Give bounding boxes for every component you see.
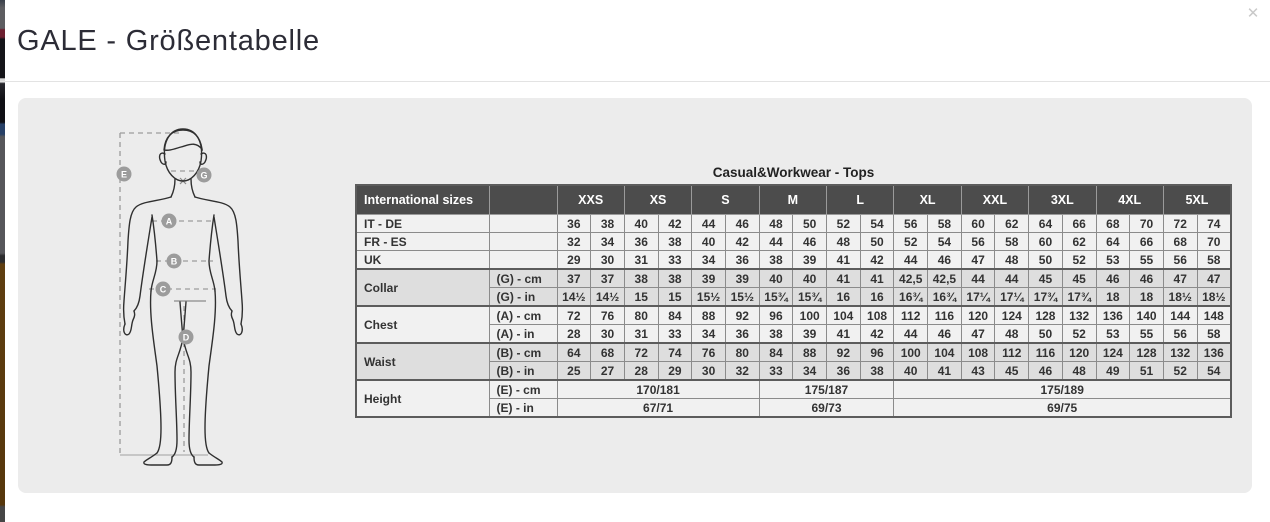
measure-badge-hip <box>156 282 171 297</box>
value-cell: 41 <box>827 251 861 270</box>
value-cell: 74 <box>658 343 692 362</box>
value-cell: 48 <box>995 325 1029 344</box>
value-cell: 34 <box>591 233 625 251</box>
header-blank-cell <box>489 185 557 215</box>
value-cell: 40 <box>759 269 793 288</box>
value-cell: 52 <box>1163 362 1197 381</box>
value-cell: 128 <box>1029 306 1063 325</box>
measure-badge-chest <box>162 214 177 229</box>
value-cell: 68 <box>591 343 625 362</box>
value-cell: 46 <box>928 325 962 344</box>
value-cell: 45 <box>1062 269 1096 288</box>
size-chart-section <box>355 165 1232 418</box>
value-cell: 18 <box>1096 288 1130 307</box>
value-cell: 17¾ <box>1062 288 1096 307</box>
value-cell: 18½ <box>1163 288 1197 307</box>
value-cell: 51 <box>1130 362 1164 381</box>
value-cell: 116 <box>1029 343 1063 362</box>
value-cell: 39 <box>793 325 827 344</box>
value-cell: 42 <box>860 325 894 344</box>
value-cell: 52 <box>1062 325 1096 344</box>
value-cell: 50 <box>1029 325 1063 344</box>
table-row <box>356 269 1231 288</box>
value-cell: 96 <box>860 343 894 362</box>
value-cell: 37 <box>591 269 625 288</box>
row-label: Waist <box>356 343 489 380</box>
value-cell: 30 <box>591 325 625 344</box>
value-cell: 64 <box>557 343 591 362</box>
value-cell: 136 <box>1197 343 1231 362</box>
row-sublabel: (E) - in <box>489 399 557 418</box>
svg-text:E: E <box>120 169 128 180</box>
row-label: IT - DE <box>356 215 489 233</box>
row-label: Collar <box>356 269 489 306</box>
value-cell: 14½ <box>591 288 625 307</box>
background-page-edge <box>0 0 5 522</box>
value-cell: 68 <box>1096 215 1130 233</box>
row-sublabel: (E) - cm <box>489 380 557 399</box>
value-cell: 56 <box>961 233 995 251</box>
value-cell: 16¾ <box>928 288 962 307</box>
value-cell: 31 <box>624 325 658 344</box>
value-cell: 36 <box>725 251 759 270</box>
value-cell: 62 <box>1062 233 1096 251</box>
header-size-s: S <box>692 185 759 215</box>
value-cell: 41 <box>827 325 861 344</box>
value-cell: 128 <box>1130 343 1164 362</box>
value-cell: 116 <box>928 306 962 325</box>
value-cell: 52 <box>894 233 928 251</box>
value-cell: 28 <box>557 325 591 344</box>
value-cell: 36 <box>624 233 658 251</box>
value-cell: 44 <box>894 325 928 344</box>
value-cell: 170/181 <box>557 380 759 399</box>
value-cell: 15 <box>658 288 692 307</box>
table-row <box>356 306 1231 325</box>
value-cell: 16¾ <box>894 288 928 307</box>
header-international-sizes: International sizes <box>356 185 489 215</box>
value-cell: 64 <box>1096 233 1130 251</box>
row-sublabel <box>489 233 557 251</box>
value-cell: 104 <box>928 343 962 362</box>
value-cell: 42 <box>860 251 894 270</box>
value-cell: 36 <box>557 215 591 233</box>
value-cell: 44 <box>692 215 726 233</box>
value-cell: 72 <box>1163 215 1197 233</box>
page-title: GALE - Größentabelle <box>17 25 320 57</box>
value-cell: 36 <box>725 325 759 344</box>
svg-text:C: C <box>159 284 167 295</box>
value-cell: 41 <box>827 269 861 288</box>
value-cell: 15 <box>624 288 658 307</box>
value-cell: 53 <box>1096 251 1130 270</box>
row-sublabel: (G) - in <box>489 288 557 307</box>
value-cell: 38 <box>591 215 625 233</box>
value-cell: 50 <box>1029 251 1063 270</box>
value-cell: 38 <box>860 362 894 381</box>
value-cell: 124 <box>1096 343 1130 362</box>
value-cell: 48 <box>1062 362 1096 381</box>
svg-text:D: D <box>182 332 190 343</box>
value-cell: 38 <box>759 251 793 270</box>
value-cell: 112 <box>894 306 928 325</box>
table-title: Casual&Workwear - Tops <box>712 165 875 180</box>
value-cell: 66 <box>1062 215 1096 233</box>
value-cell: 60 <box>1029 233 1063 251</box>
value-cell: 55 <box>1130 251 1164 270</box>
value-cell: 120 <box>1062 343 1096 362</box>
value-cell: 17¼ <box>961 288 995 307</box>
value-cell: 48 <box>827 233 861 251</box>
value-cell: 15½ <box>725 288 759 307</box>
value-cell: 45 <box>1029 269 1063 288</box>
value-cell: 70 <box>1197 233 1231 251</box>
value-cell: 47 <box>1163 269 1197 288</box>
value-cell: 92 <box>827 343 861 362</box>
value-cell: 49 <box>1096 362 1130 381</box>
value-cell: 33 <box>658 325 692 344</box>
value-cell: 76 <box>692 343 726 362</box>
header-size-m: M <box>759 185 826 215</box>
value-cell: 15¾ <box>759 288 793 307</box>
value-cell: 120 <box>961 306 995 325</box>
value-cell: 112 <box>995 343 1029 362</box>
value-cell: 42 <box>725 233 759 251</box>
value-cell: 148 <box>1197 306 1231 325</box>
header-size-5xl: 5XL <box>1163 185 1231 215</box>
header-size-xxs: XXS <box>557 185 624 215</box>
row-sublabel <box>489 215 557 233</box>
value-cell: 46 <box>725 215 759 233</box>
value-cell: 38 <box>759 325 793 344</box>
value-cell: 40 <box>692 233 726 251</box>
value-cell: 48 <box>995 251 1029 270</box>
value-cell: 45 <box>995 362 1029 381</box>
value-cell: 92 <box>725 306 759 325</box>
value-cell: 124 <box>995 306 1029 325</box>
value-cell: 44 <box>995 269 1029 288</box>
value-cell: 18½ <box>1197 288 1231 307</box>
table-header-row <box>356 185 1231 215</box>
male-figure-outline <box>124 129 243 465</box>
value-cell: 175/189 <box>894 380 1231 399</box>
value-cell: 29 <box>658 362 692 381</box>
header-size-xxl: XXL <box>961 185 1028 215</box>
value-cell: 40 <box>894 362 928 381</box>
value-cell: 42,5 <box>928 269 962 288</box>
value-cell: 96 <box>759 306 793 325</box>
measure-badge-collar <box>197 168 212 183</box>
value-cell: 74 <box>1197 215 1231 233</box>
row-sublabel: (B) - in <box>489 362 557 381</box>
value-cell: 16 <box>860 288 894 307</box>
value-cell: 70 <box>1130 215 1164 233</box>
value-cell: 66 <box>1130 233 1164 251</box>
header-size-4xl: 4XL <box>1096 185 1163 215</box>
row-sublabel: (G) - cm <box>489 269 557 288</box>
value-cell: 43 <box>961 362 995 381</box>
value-cell: 33 <box>658 251 692 270</box>
value-cell: 32 <box>725 362 759 381</box>
row-sublabel: (A) - in <box>489 325 557 344</box>
value-cell: 54 <box>1197 362 1231 381</box>
value-cell: 38 <box>658 233 692 251</box>
value-cell: 41 <box>860 269 894 288</box>
value-cell: 40 <box>793 269 827 288</box>
value-cell: 27 <box>591 362 625 381</box>
value-cell: 25 <box>557 362 591 381</box>
value-cell: 17¼ <box>995 288 1029 307</box>
value-cell: 68 <box>1163 233 1197 251</box>
value-cell: 69/75 <box>894 399 1231 418</box>
header-size-3xl: 3XL <box>1029 185 1096 215</box>
value-cell: 108 <box>860 306 894 325</box>
value-cell: 33 <box>759 362 793 381</box>
value-cell: 56 <box>1163 325 1197 344</box>
value-cell: 56 <box>894 215 928 233</box>
value-cell: 42,5 <box>894 269 928 288</box>
value-cell: 80 <box>624 306 658 325</box>
size-table <box>355 184 1232 418</box>
value-cell: 15¾ <box>793 288 827 307</box>
value-cell: 62 <box>995 215 1029 233</box>
value-cell: 42 <box>658 215 692 233</box>
value-cell: 39 <box>692 269 726 288</box>
value-cell: 58 <box>1197 325 1231 344</box>
row-sublabel <box>489 251 557 270</box>
value-cell: 46 <box>1029 362 1063 381</box>
value-cell: 39 <box>793 251 827 270</box>
value-cell: 56 <box>1163 251 1197 270</box>
table-row <box>356 251 1231 270</box>
value-cell: 38 <box>624 269 658 288</box>
value-cell: 140 <box>1130 306 1164 325</box>
value-cell: 69/73 <box>759 399 894 418</box>
table-row <box>356 233 1231 251</box>
value-cell: 72 <box>557 306 591 325</box>
value-cell: 108 <box>961 343 995 362</box>
table-row <box>356 215 1231 233</box>
value-cell: 132 <box>1163 343 1197 362</box>
value-cell: 40 <box>624 215 658 233</box>
value-cell: 46 <box>1096 269 1130 288</box>
value-cell: 72 <box>624 343 658 362</box>
value-cell: 18 <box>1130 288 1164 307</box>
value-cell: 30 <box>692 362 726 381</box>
measure-badge-inseam <box>179 330 194 345</box>
row-label: Chest <box>356 306 489 343</box>
value-cell: 46 <box>1130 269 1164 288</box>
value-cell: 44 <box>894 251 928 270</box>
value-cell: 34 <box>692 251 726 270</box>
row-sublabel: (B) - cm <box>489 343 557 362</box>
value-cell: 67/71 <box>557 399 759 418</box>
value-cell: 36 <box>827 362 861 381</box>
value-cell: 38 <box>658 269 692 288</box>
svg-text:B: B <box>170 256 178 267</box>
value-cell: 41 <box>928 362 962 381</box>
value-cell: 34 <box>692 325 726 344</box>
value-cell: 47 <box>1197 269 1231 288</box>
value-cell: 34 <box>793 362 827 381</box>
row-label: UK <box>356 251 489 270</box>
value-cell: 100 <box>894 343 928 362</box>
value-cell: 104 <box>827 306 861 325</box>
value-cell: 47 <box>961 251 995 270</box>
value-cell: 54 <box>928 233 962 251</box>
value-cell: 58 <box>995 233 1029 251</box>
value-cell: 16 <box>827 288 861 307</box>
value-cell: 48 <box>759 215 793 233</box>
value-cell: 76 <box>591 306 625 325</box>
value-cell: 32 <box>557 233 591 251</box>
value-cell: 44 <box>961 269 995 288</box>
value-cell: 84 <box>759 343 793 362</box>
value-cell: 53 <box>1096 325 1130 344</box>
value-cell: 44 <box>759 233 793 251</box>
value-cell: 52 <box>827 215 861 233</box>
row-label: FR - ES <box>356 233 489 251</box>
value-cell: 28 <box>624 362 658 381</box>
close-icon[interactable]: ✕ <box>1246 5 1260 22</box>
header-size-xl: XL <box>894 185 961 215</box>
value-cell: 37 <box>557 269 591 288</box>
value-cell: 47 <box>961 325 995 344</box>
value-cell: 17¾ <box>1029 288 1063 307</box>
value-cell: 175/187 <box>759 380 894 399</box>
value-cell: 14½ <box>557 288 591 307</box>
value-cell: 50 <box>860 233 894 251</box>
size-guide-panel <box>18 98 1252 493</box>
value-cell: 30 <box>591 251 625 270</box>
value-cell: 31 <box>624 251 658 270</box>
svg-text:A: A <box>165 216 173 227</box>
value-cell: 132 <box>1062 306 1096 325</box>
measure-badge-height <box>117 167 132 182</box>
measure-badge-waist <box>167 254 182 269</box>
value-cell: 60 <box>961 215 995 233</box>
table-row <box>356 380 1231 399</box>
value-cell: 52 <box>1062 251 1096 270</box>
value-cell: 39 <box>725 269 759 288</box>
value-cell: 88 <box>793 343 827 362</box>
value-cell: 55 <box>1130 325 1164 344</box>
value-cell: 50 <box>793 215 827 233</box>
value-cell: 144 <box>1163 306 1197 325</box>
header-divider <box>0 81 1270 82</box>
row-label: Height <box>356 380 489 417</box>
value-cell: 46 <box>793 233 827 251</box>
value-cell: 80 <box>725 343 759 362</box>
value-cell: 88 <box>692 306 726 325</box>
svg-text:G: G <box>200 170 208 181</box>
value-cell: 58 <box>928 215 962 233</box>
value-cell: 54 <box>860 215 894 233</box>
value-cell: 84 <box>658 306 692 325</box>
table-row <box>356 343 1231 362</box>
header-size-l: L <box>827 185 894 215</box>
value-cell: 100 <box>793 306 827 325</box>
body-measurement-diagram <box>85 100 345 490</box>
value-cell: 64 <box>1029 215 1063 233</box>
value-cell: 58 <box>1197 251 1231 270</box>
header-size-xs: XS <box>624 185 691 215</box>
value-cell: 15½ <box>692 288 726 307</box>
value-cell: 46 <box>928 251 962 270</box>
value-cell: 29 <box>557 251 591 270</box>
row-sublabel: (A) - cm <box>489 306 557 325</box>
value-cell: 136 <box>1096 306 1130 325</box>
